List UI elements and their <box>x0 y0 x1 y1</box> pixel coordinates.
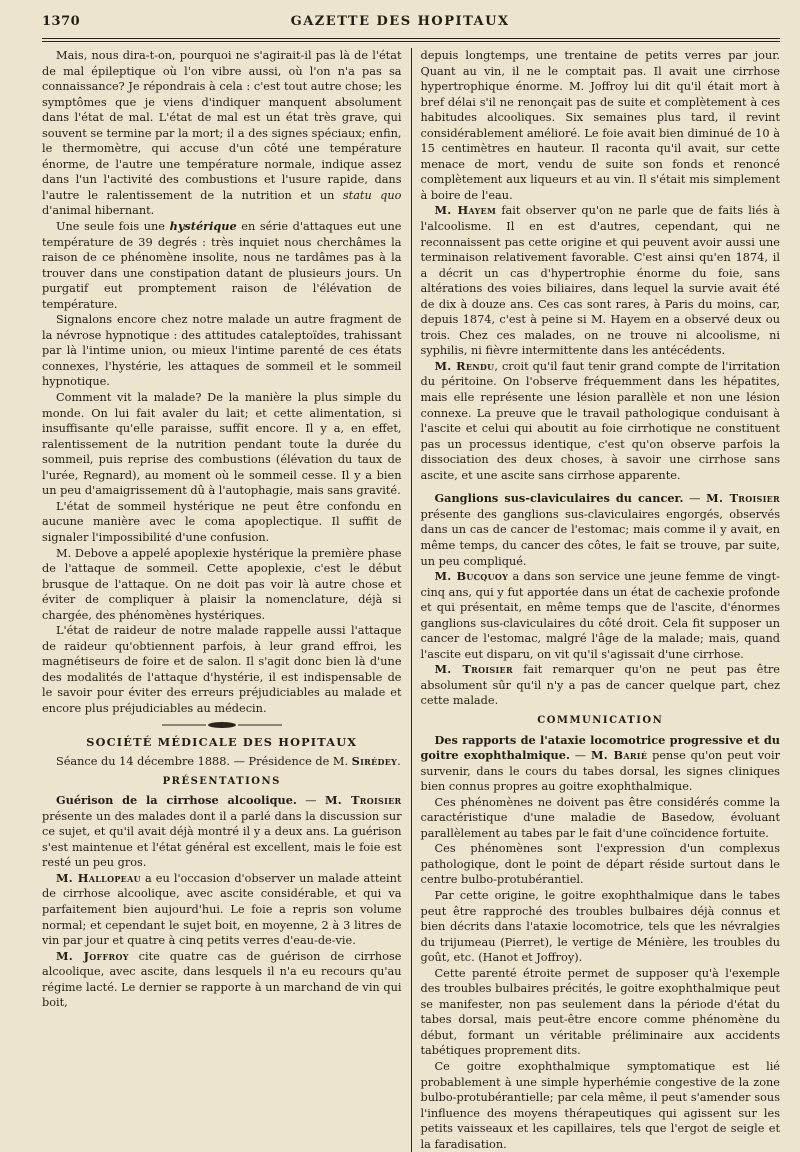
paragraph: L'état de sommeil hystérique ne peut être confondu en aucune manière avec le coma apoplectique. Il suffit de signaler l'impossibilité d'une confusion. <box>42 499 402 544</box>
paragraph: depuis longtemps, une trentaine de petits verres par jour. Quant au vin, il ne le comptait pas. Il avait une cirrhose hypertrophique énorme. M. Joffroy lui dit qu'il était mort à bref délai s'il ne renonçait pas de suite et complètement à ces habitudes alcooliques. Six semaines plus tard, il revint considérablement amélioré. Le foie avait bien diminué de 10 à 15 centimètres en hauteur. Il raconta qu'il avait, sur cette menace de mort, vendu de suite son fonds et renoncé complètement aux liqueurs et au vin. Il s'était mis simplement à boire de l'eau. <box>420 49 780 202</box>
paragraph: M. Debove a appelé apoplexie hystérique la première phase de l'attaque de sommeil. Cette apoplexie, c'est le début brusque de l'attaque. On ne doit pas voir là autre chose et éviter de compliquer à plaisir la nomenclature, déjà si chargée, des phénomènes hystériques. <box>42 546 402 622</box>
paragraph: Ces phénomènes ne doivent pas être considérés comme la caractéristique d'une maladie de Basedow, évoluant parallèlement au tabes par le fait d'une coïncidence fortuite. <box>420 795 780 840</box>
meeting-line: Séance du 14 décembre 1888. — Présidence de M. Sirédey. <box>56 754 401 769</box>
page-header <box>42 14 780 36</box>
paragraph: Guérison de la cirrhose alcoolique. — M. Troisier présente un des malades dont il a parlé dans la discussion sur ce sujet, et qu'il avait déjà montré il y a deux ans. La guérison s'est maintenue et l'état général est excellent, mais le foie est resté un peu gros. <box>42 793 402 870</box>
society-heading: SOCIÉTÉ MÉDICALE DES HOPITAUX <box>86 734 358 749</box>
paragraph: M. Hayem fait observer qu'on ne parle que de faits liés à l'alcoolisme. Il en est d'autres, cependant, qui ne reconnaissent pas cette origine et qui peuvent avoir aussi une terminaison relativement favorable. C'est ainsi qu'en 1874, il a décrit un cas d'hypertrophie énorme du foie, sans altérations des voies biliaires, dans lequel la survie avait été de dix à douze ans. Ces cas sont rares, à Paris du moins, car, depuis 1874, c'est à peine si M. Hayem en a observé deux ou trois. Chez ces malades, on ne trouve ni alcoolisme, ni syphilis, ni fièvre intermittente dans les antécédents. <box>420 203 780 358</box>
paragraph: Mais, nous dira-t-on, pourquoi ne s'agirait-il pas là de l'état de mal épileptique où l'on vibre aussi, où l'on n'a pas sa connaissance? Je répondrais à cela : c'est tout autre chose; les symptômes que je viens d'indiquer manquent absolument dans l'état de mal. L'état de mal est un état très grave, qui souvent se termine par la mort; il a des signes spéciaux; enfin, le thermomètre, qui accuse d'un côté une température énorme, de l'autre une température normale, indique assez dans l'un l'activité des combustions et l'usure rapide, dans l'autre le ralentissement de la nutrition et un statu quo d'animal hibernant. <box>42 49 402 218</box>
paragraph: M. Hallopeau a eu l'occasion d'observer un malade atteint de cirrhose alcoolique, avec ascite considérable, et qui va parfaitement bien aujourd'hui. Le foie a repris son volume normal; et cependant le sujet boit, en moyenne, 2 à 3 litres de vin par jour et quatre à cinq petits verres d'eau-de-vie. <box>42 870 402 948</box>
communication-heading: COMMUNICATION <box>537 714 664 726</box>
paragraph: M. Troisier fait remarquer qu'on ne peut pas être absolument sûr qu'il n'y a pas de cancer quelque part, chez cette malade. <box>420 662 780 708</box>
paragraph: M. Rendu, croit qu'il faut tenir grand compte de l'irritation du péritoine. On l'observe fréquemment dans les hépatites, mais elle représente une lésion parallèle et non une lésion connexe. La preuve que le travail pathologique conduisant à l'ascite et celui qui aboutit au foie cirrhotique ne constituent pas un processus identique, c'est qu'on observe parfois la dissociation des deux choses, à savoir une cirrhose sans ascite, et une ascite sans cirrhose apparente. <box>420 358 780 482</box>
paragraph: L'état de raideur de notre malade rappelle aussi l'attaque de raideur qu'obtiennent parfois, à leur grand effroi, les magnétiseurs de foire et de salon. Il s'agit donc bien là d'une des modalités de l'attaque d'hystérie, il est indispensable de le savoir pour éviter des erreurs préjudiciables au malade et encore plus préjudiciables au médecin. <box>42 624 402 715</box>
left-column <box>42 48 411 1152</box>
presentations-heading: PRÉSENTATIONS <box>162 775 281 787</box>
header-rule-thin <box>42 41 780 42</box>
paragraph: Une seule fois une hystérique en série d'attaques eut une température de 39 degrés : très inquiet nous cherchâmes la raison de ce phénomène insolite, nous ne tardâmes pas à la trouver dans une constipation datant de plusieurs jours. Un purgatif eut promptement raison de l'élévation de température. <box>42 219 402 311</box>
text-columns <box>42 48 780 1152</box>
paragraph: Ce goitre exophthalmique symptomatique est lié probablement à une simple hyperhémie congestive de la zone bulbo-protubérantielle; par cela même, il peut s'amender sous l'influence des moyens thérapeutiques qui agissent sur les petits vaisseaux et les capillaires, tels que l'ergot de seigle et la faradisation. <box>420 1060 780 1151</box>
spacer <box>421 483 781 491</box>
paragraph: Ces phénomènes sont l'expression d'un complexus pathologique, dont le point de départ réside surtout dans le centre bulbo-protubérantiel. <box>420 842 780 887</box>
section-divider-ornament <box>42 719 402 731</box>
paragraph: Par cette origine, le goitre exophthalmique dans le tabes peut être rapproché des troubles bulbaires déjà connus et bien décrits dans l'ataxie locomotrice, tels que les névralgies du trijumeau (Pierret), le vertige de Ménière, les troubles du goût, etc. (Hanot et Joffroy). <box>420 888 780 965</box>
journal-title: GAZETTE DES HOPITAUX <box>290 14 510 29</box>
header-rule <box>42 38 780 39</box>
page-number: 1370 <box>42 14 81 29</box>
paragraph: Ganglions sus-claviculaires du cancer. — M. Troisier présente des ganglions sus-claviculaires engorgés, observés dans un cas de cancer de l'estomac; mais comme il y avait, en même temps, du cancer des côtes, le fait se trouve, par suite, un peu compliqué. <box>420 491 780 568</box>
right-column <box>411 48 781 1152</box>
paragraph: Des rapports de l'ataxie locomotrice progressive et du goitre exophthalmique. — M. Barié pense qu'on peut voir survenir, dans le cours du tabes dorsal, les signes cliniques bien connus propres au goitre exophthalmique. <box>420 732 781 794</box>
paragraph: Signalons encore chez notre malade un autre fragment de la névrose hypnotique : des attitudes cataleptoïdes, trahissant par là l'intime union, ou mieux l'intime parenté de ces états connexes, l'hystérie, les attaques de sommeil et le sommeil hypnotique. <box>42 313 402 389</box>
paragraph: M. Bucquoy a dans son service une jeune femme de vingt-cinq ans, qui y fut apportée dans un état de cachexie profonde et qui présentait, en même temps que de l'ascite, d'énormes ganglions sus-claviculaires du côté droit. Cela fit supposer un cancer de l'estomac, malgré l'âge de la malade; mais, quand l'ascite eut disparu, on vit qu'il s'agissait d'une cirrhose. <box>420 569 780 661</box>
paragraph: M. Joffroy cite quatre cas de guérison de cirrhose alcoolique, avec ascite, dans lesquels il n'a eu recours qu'au régime lacté. Le dernier se rapporte à un marchand de vin qui boit, <box>42 948 402 1010</box>
paragraph: Comment vit la malade? De la manière la plus simple du monde. On lui fait avaler du lait; et cette alimentation, si insuffisante qu'elle paraisse, suffit encore. Il y a, en effet, ralentissement de la nutrition pendant toute la durée du sommeil, puis reprise des combustions (élévation du taux de l'urée, Regnard), au moment où le sommeil cesse. Il y a bien un peu d'amaigrissement dû à l'autophagie, mais sans gravité. <box>42 391 402 498</box>
paragraph: Cette parenté étroite permet de supposer qu'à l'exemple des troubles bulbaires précités, le goitre exophthalmique peut se manifester, non pas seulement dans la période d'état du tabes dorsal, mais peut-être encore comme phénomène du début, formant un véritable préliminaire aux accidents tabétiques proprement dits. <box>420 966 780 1058</box>
